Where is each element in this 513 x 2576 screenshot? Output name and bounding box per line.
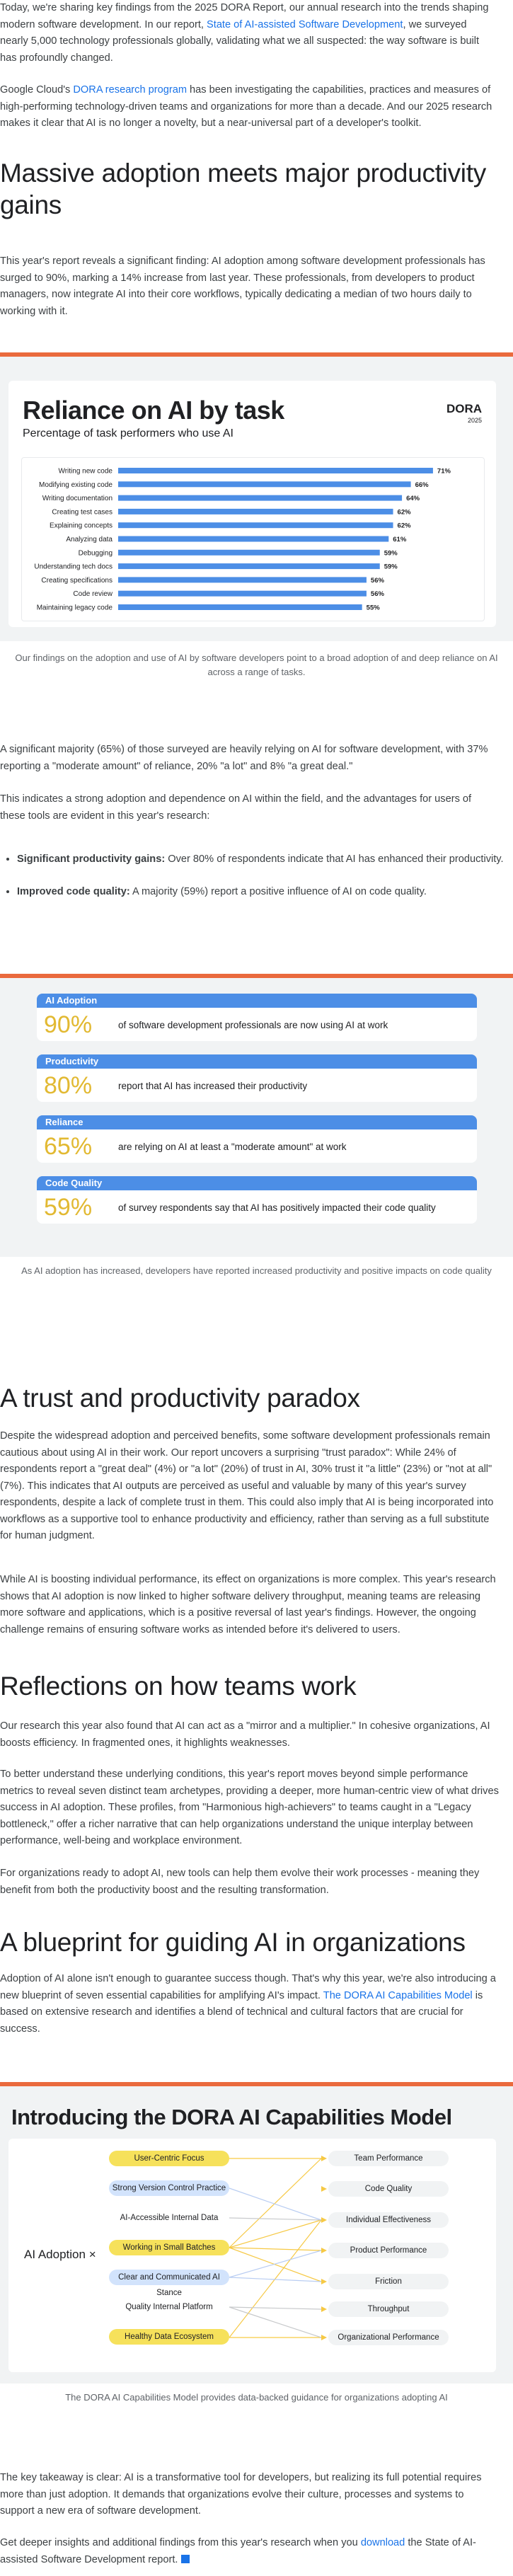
outcome-pill: Organizational Performance [328,2330,449,2345]
arrow-head [321,2306,327,2312]
capability-pill: Clear and Communicated AI Stance [109,2270,229,2285]
outcome-pill: Product Performance [328,2243,449,2258]
capability-pill: AI-Accessible Internal Data [109,2210,229,2226]
intro-text-2: , we surveyed nearly 5,000 technology professionals globally, validating what we all suspected: the way software is built has profoundly changed. [0,18,480,64]
category-label: Debugging [78,549,113,558]
capability-pill: User-Centric Focus [109,2151,229,2166]
intro-text-3: Google Cloud's [0,84,74,96]
bullet-text: A majority (59%) report a positive influence of AI on code quality. [129,885,427,897]
stat-text: are relying on AI at least a "moderate amount" at work [118,1142,347,1152]
stat-card-code-quality [37,1176,477,1224]
stat-label: Productivity [37,1054,477,1069]
value-label: 59% [384,549,398,558]
category-label: Modifying existing code [39,481,113,489]
teams-paragraph-2: To better understand these underlying conditions, this year's report moves beyond simple performance metrics to reveal seven distinct team archetypes, providing a deeper, more human-centric view of what drives success in AI adoption. These profiles, from "Harmonious high-achievers" to teams caught in a "Legacy bottleneck," offer a richer narrative that can help organizations understand the unique interplay between performance, well-being and workplace environment. [0,1769,499,1846]
section-heading-blueprint: A blueprint for guiding AI in organizations [0,1928,466,1957]
download-link[interactable]: download [360,2537,405,2548]
outcome-pill: Friction [328,2274,449,2289]
download-text-2: the State of AI-assisted Software Development report. [0,2537,476,2565]
stat-body [37,1069,477,1102]
value-label: 62% [397,522,411,530]
dora-logo-year: 2025 [467,417,482,424]
reliance-bar-chart [22,458,484,621]
category-label: Analyzing data [66,536,113,544]
value-label: 62% [397,508,411,517]
intro [0,0,506,132]
report-link[interactable]: State of AI-assisted Software Development [207,18,403,30]
bar [118,495,402,501]
capability-pill: Strong Version Control Practice [109,2180,229,2196]
stat-body [37,1129,477,1163]
category-label: Code review [73,590,113,599]
stat-value: 59% [44,1194,93,1221]
stat-label: AI Adoption [37,994,477,1008]
stat-label: Code Quality [37,1176,477,1190]
intro-paragraph-2 [0,82,506,132]
connector-line [229,2307,321,2309]
capability-pill: Quality Internal Platform [109,2299,229,2315]
capabilities-title: Introducing the DORA AI Capabilities Model [11,2105,452,2129]
value-label: 61% [393,536,407,544]
connector-line [229,2250,321,2277]
value-label: 66% [415,481,429,489]
takeaway-paragraph: The key takeaway is clear: AI is a transformative tool for developers, but realizing its full potential requires more than just adoption. It demands that organizations evolve their culture, processes and systems to support a new era of software development. [0,2472,482,2517]
category-label: Writing documentation [42,495,113,503]
reliance-paragraph: A significant majority (65%) of those surveyed are heavily relying on AI for software development, with 37% reporting a "moderate amount" of reliance, 20% "a lot" and 8% "a great deal." [0,744,488,772]
outcome-pill: Throughput [328,2301,449,2317]
stat-text: of software development professionals are now using AI at work [118,1020,388,1030]
bar [118,563,380,569]
arrow-head [321,2217,327,2223]
bar [118,577,367,582]
value-label: 71% [437,467,451,476]
arrow-head [321,2279,327,2284]
bar [118,522,393,528]
chart-subtitle: Percentage of task performers who use AI [23,427,234,439]
adoption-paragraph: This year's report reveals a significant finding: AI adoption among software development professionals has surged to 90%, marking a 14% increase from last year. These professionals, from developers to product managers, now integrate AI into their core workflows, typically dedicating a median of two hours daily to working with it. [0,255,485,317]
category-label: Creating specifications [41,576,113,585]
figure-1-caption: Our findings on the adoption and use of AI by software developers point to a broad adoption of and deep reliance on AI across a range of tasks. [15,652,498,677]
teams-paragraph-1: Our research this year also found that AI can act as a "mirror and a multiplier." In cohesive organizations, AI boosts efficiency. In fragmented ones, it highlights weaknesses. [0,1720,490,1749]
intro-text-4: has been investigating the capabilities, practices and measures of high-performing technology-driven teams and organizations for more than a decade. And our 2025 research makes it clear that AI is no longer a novelty, but a near-universal part of a developer's toolkit. [0,84,492,129]
advantages-paragraph: This indicates a strong adoption and dependence on AI within the field, and the advantages for users of these tools are evident in this year's research: [0,793,472,822]
stat-text: report that AI has increased their productivity [118,1081,308,1091]
capabilities-figure [0,2082,513,2384]
blueprint-text-2: is based on extensive research and identifies a blend of technical and cultural factors that are crucial for success. [0,1989,483,2035]
bar [118,509,393,514]
dora-logo [446,402,482,424]
blueprint-text: Adoption of AI alone isn't enough to guarantee success though. That's why this year, we're also introducing a new blueprint of seven essential capabilities for amplifying AI's impact. [0,1973,496,2001]
connector-line [229,2248,321,2282]
stats-figure [0,974,513,1257]
bar [118,550,380,556]
bar [118,468,433,473]
dora-research-link[interactable]: DORA research program [73,84,187,96]
stat-card-adoption [37,994,477,1041]
connector-line [229,2248,321,2250]
section-heading-trust: A trust and productivity paradox [0,1384,360,1413]
arrow-head [321,2335,327,2340]
list-item [17,884,505,901]
value-label: 64% [406,495,420,503]
bar [118,481,411,487]
connector-line [229,2188,321,2220]
stat-card-productivity [37,1054,477,1102]
value-label: 59% [384,563,398,571]
stat-value: 90% [44,1011,93,1038]
category-label: Creating test cases [52,508,113,517]
teams-paragraph-3: For organizations ready to adopt AI, new tools can help them evolve their work processes - meaning they benefit from both the productivity boost and the resulting transformation. [0,1868,480,1896]
bar [118,604,362,610]
stat-body [37,1190,477,1224]
stat-card-reliance [37,1115,477,1163]
value-label: 56% [370,590,384,599]
connector-line [229,2277,321,2282]
category-label: Writing new code [58,467,113,476]
section-heading-adoption: Massive adoption meets major productivity gains [0,159,486,219]
outcome-pill: Code Quality [328,2181,449,2197]
intro-paragraph-1 [0,0,506,67]
capability-pill: Working in Small Batches [109,2240,229,2255]
value-label: 55% [366,604,380,612]
outcome-pill: Individual Effectiveness [328,2212,449,2228]
connector-line [229,2220,321,2338]
category-label: Understanding tech docs [34,563,113,571]
source-label: AI Adoption [24,2248,86,2261]
connector-line [229,2218,321,2220]
stat-body [37,1008,477,1041]
value-label: 56% [370,576,384,585]
reliance-chart-figure [0,352,513,641]
figure-3-caption: The DORA AI Capabilities Model provides data-backed guidance for organizations adopting AI [65,2392,448,2403]
stat-value: 80% [44,1072,93,1099]
trust-paragraph-1: Despite the widespread adoption and perceived benefits, some software development professionals remain cautious about using AI in their work. Our report uncovers a surprising "trust paradox": While 24% of respondents report a "great deal" (4%) or "a lot" (20%) of trust in AI, 30% trust it "a little" (23%) or "not at all" (7%). This indicates that AI outputs are perceived as useful and valuable by many of this year's survey respondents, despite a lack of complete trust in them. This could also imply that AI is being incorporated into workflows as a supportive tool to enhance productivity and efficiency, rather than serving as a full substitute for human judgment. [0,1430,494,1541]
connector-line [229,2307,321,2338]
download-paragraph [0,2535,512,2568]
bar [118,591,367,597]
stat-label: Reliance [37,1115,477,1129]
list-item [17,851,505,868]
category-label: Maintaining legacy code [36,604,113,612]
arrow-head [321,2156,327,2161]
chart-plot [21,457,485,621]
capabilities-card [8,2139,496,2372]
bullet-text: Over 80% of respondents indicate that AI has enhanced their productivity. [165,853,504,865]
blueprint-paragraph [0,1971,512,2037]
times-symbol: × [88,2248,96,2261]
chart-title: Reliance on AI by task [23,396,284,425]
benefits-list [0,851,505,916]
figure-2-caption: As AI adoption has increased, developers have reported increased productivity and positive impacts on code quality [21,1265,492,1276]
arrow-head [321,2248,327,2253]
stat-text: of survey respondents say that AI has positively impacted their code quality [118,1202,436,1213]
stat-value: 65% [44,1133,93,1160]
category-label: Explaining concepts [50,522,113,530]
intro-text: Today, we're sharing key findings from the 2025 DORA Report, our annual research into the trends shaping modern software development. In our report, [0,2,489,30]
dora-logo-text: DORA [446,402,482,415]
trust-paragraph-2: While AI is boosting individual performance, its effect on organizations is more complex. This year's research shows that AI adoption is now linked to higher software delivery throughput, meaning teams are releasing more software and applications, which is a positive reversal of last year's findings. However, the ongoing challenge remains of ensuring software works as intended before it's delivered to users. [0,1574,496,1635]
capability-pill: Healthy Data Ecosystem [109,2329,229,2345]
outcome-pill: Team Performance [328,2151,449,2166]
bullet-bold: Improved code quality: [17,885,130,897]
bullet-bold: Significant productivity gains: [17,853,166,865]
end-mark-icon [181,2555,190,2563]
bar [118,536,388,542]
arrow-head [321,2186,327,2192]
download-text: Get deeper insights and additional findings from this year's research when you [0,2537,361,2548]
capabilities-model-link[interactable]: The DORA AI Capabilities Model [323,1989,473,2001]
section-heading-teams: Reflections on how teams work [0,1672,357,1701]
chart-card [8,381,496,627]
